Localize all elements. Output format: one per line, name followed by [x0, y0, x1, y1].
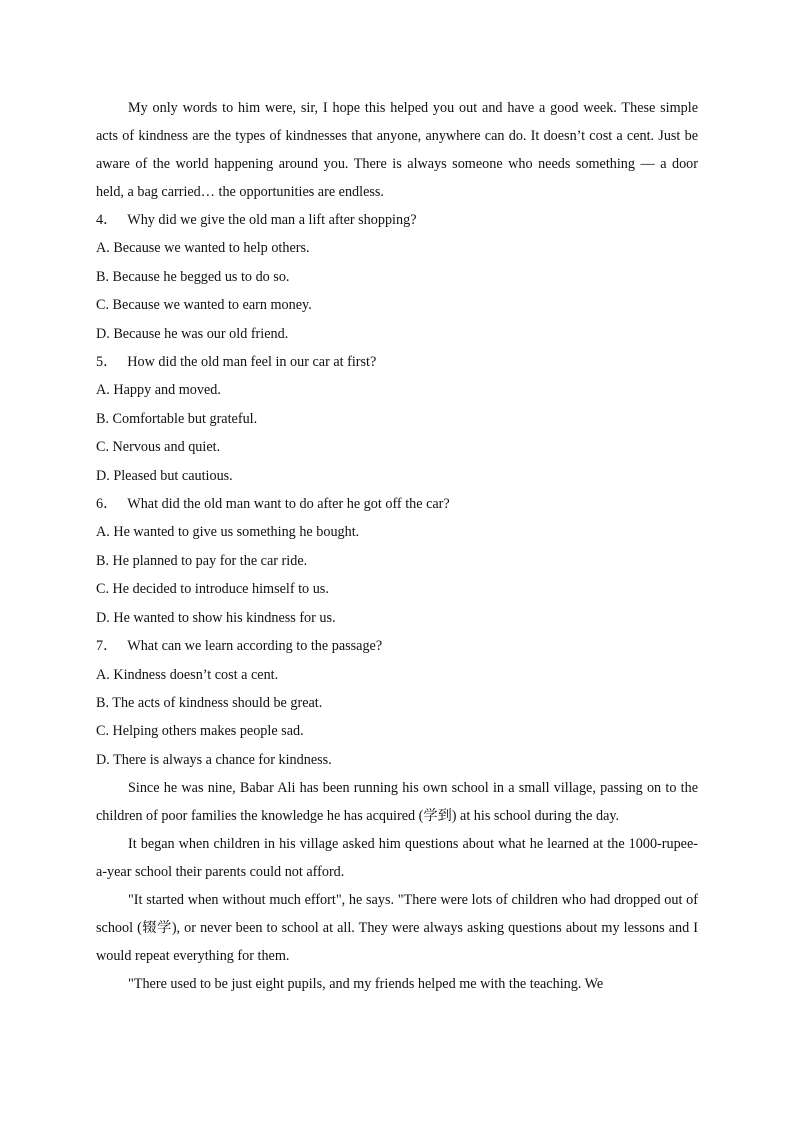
question-text: Why did we give the old man a lift after shopping? — [127, 212, 417, 228]
option-c: C. He decided to introduce himself to us. — [96, 581, 329, 598]
option-d: D. There is always a chance for kindness. — [96, 751, 332, 768]
question-4 — [96, 206, 698, 348]
passage-paragraph-4: "There used to be just eight pupils, and my friends helped me with the teaching. We — [128, 976, 604, 993]
passage-paragraph-1: Since he was nine, Babar Ali has been running his own school in a small village, passing on to the children of poor families the knowledge he has acquired (学到) at his school during the day. — [96, 780, 698, 825]
question-stem — [96, 490, 698, 518]
question-stem — [96, 348, 698, 376]
option-a: A. Kindness doesn’t cost a cent. — [96, 666, 279, 683]
question-5 — [96, 348, 698, 490]
passage-paragraph-2: It began when children in his village asked him questions about what he learned at the 1000-rupee-a-year school their parents could not afford. — [96, 836, 698, 881]
question-number: 6． — [96, 496, 118, 513]
question-stem — [96, 632, 698, 660]
option-a: A. Because we wanted to help others. — [96, 240, 310, 257]
option-c: C. Nervous and quiet. — [96, 439, 221, 456]
option-c: C. Helping others makes people sad. — [96, 723, 304, 740]
option-a: A. He wanted to give us something he bought. — [96, 524, 360, 541]
passage-paragraph-3: "It started when without much effort", he says. "There were lots of children who had dropped out of school (辍学), or never been to school at all. They were always asking questions about my lessons and I would repeat everything for them. — [96, 892, 698, 965]
option-b: B. Comfortable but grateful. — [96, 410, 258, 427]
question-stem — [96, 206, 698, 234]
question-6 — [96, 490, 698, 632]
option-a: A. Happy and moved. — [96, 382, 221, 399]
option-b: B. He planned to pay for the car ride. — [96, 552, 308, 569]
question-text: How did the old man feel in our car at first? — [127, 354, 377, 371]
option-b: B. Because he begged us to do so. — [96, 268, 290, 285]
option-d: D. Pleased but cautious. — [96, 467, 233, 484]
option-d: D. He wanted to show his kindness for us. — [96, 609, 336, 626]
question-7 — [96, 632, 698, 774]
option-d: D. Because he was our old friend. — [96, 325, 289, 342]
option-c: C. Because we wanted to earn money. — [96, 297, 312, 314]
question-text: What did the old man want to do after he got off the car? — [127, 496, 450, 513]
question-number: 4． — [96, 212, 118, 228]
document-page — [96, 94, 698, 998]
question-number: 7． — [96, 638, 118, 655]
option-b: B. The acts of kindness should be great. — [96, 694, 323, 711]
question-text: What can we learn according to the passage? — [127, 638, 383, 655]
intro-paragraph: My only words to him were, sir, I hope this helped you out and have a good week. These simple acts of kindness are the types of kindnesses that anyone, anywhere can do. It doesn’t cost a cent. Just be aware of the world happening around you. There is always someone who needs something — a door held, a bag carried… the opportunities are endless. — [96, 100, 698, 200]
question-number: 5． — [96, 354, 118, 371]
